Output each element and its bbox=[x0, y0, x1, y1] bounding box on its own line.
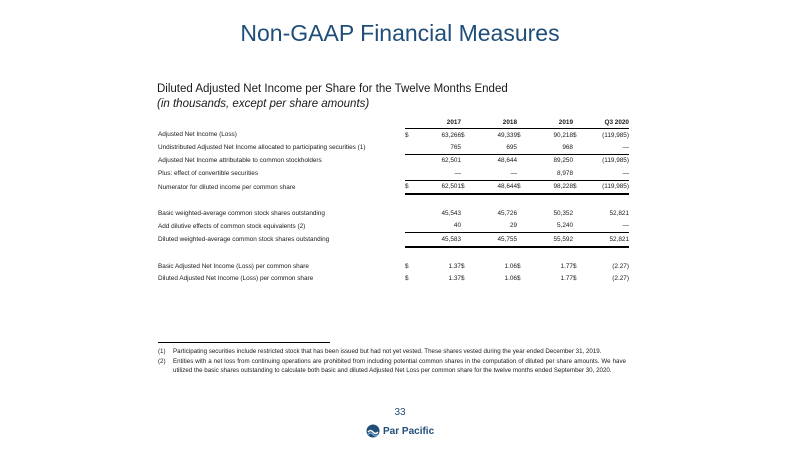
cell-value: 62,501 bbox=[441, 157, 461, 165]
currency-sign bbox=[517, 220, 526, 233]
cell-value: 45,726 bbox=[497, 210, 517, 218]
currency-sign bbox=[517, 167, 526, 180]
currency-sign: $ bbox=[405, 274, 409, 282]
currency-sign bbox=[461, 167, 470, 180]
footnote-text: Participating securities include restricted stock that has been issued but had not yet vested. These shares vested during the year ended December 31, 2019. bbox=[173, 348, 602, 355]
currency-sign: $ bbox=[573, 180, 582, 194]
currency-sign: $ bbox=[461, 180, 470, 194]
footnote bbox=[158, 347, 626, 356]
table-units-note: (in thousands, except per share amounts) bbox=[157, 98, 370, 110]
cell-value: (2.27) bbox=[612, 274, 629, 282]
currency-sign bbox=[573, 141, 582, 154]
currency-sign: $ bbox=[405, 131, 409, 139]
cell-value: 1.77 bbox=[560, 262, 573, 270]
currency-sign bbox=[461, 207, 470, 219]
table-row bbox=[158, 260, 629, 272]
currency-sign bbox=[405, 154, 414, 167]
financial-table bbox=[158, 116, 629, 285]
currency-sign bbox=[461, 233, 470, 247]
currency-sign bbox=[517, 141, 526, 154]
row-label: Plus: effect of convertible securities bbox=[158, 170, 259, 178]
currency-sign bbox=[517, 154, 526, 167]
cell-value: 50,352 bbox=[553, 210, 573, 218]
footnote-number: (2) bbox=[158, 358, 166, 365]
currency-sign: $ bbox=[461, 262, 465, 270]
row-label: Basic weighted-average common stock shares outstanding bbox=[158, 210, 325, 218]
cell-value: — bbox=[582, 141, 629, 154]
cell-value: (119,985) bbox=[602, 131, 629, 139]
row-label: Diluted Adjusted Net Income (Loss) per common share bbox=[158, 274, 314, 282]
currency-sign bbox=[461, 220, 470, 233]
cell-value: 5,240 bbox=[526, 220, 573, 233]
cell-value: (2.27) bbox=[612, 262, 629, 270]
cell-value: 40 bbox=[414, 220, 461, 233]
currency-sign bbox=[573, 207, 582, 219]
row-label: Adjusted Net Income (Loss) bbox=[158, 131, 237, 139]
cell-value: 48,644 bbox=[470, 180, 517, 194]
row-label: Undistributed Adjusted Net Income allocated to participating securities (1) bbox=[158, 144, 366, 152]
currency-sign bbox=[573, 154, 582, 167]
column-header: 2017 bbox=[405, 116, 461, 129]
cell-value: 8,978 bbox=[526, 167, 573, 180]
cell-value: (119,985) bbox=[582, 180, 629, 194]
currency-sign bbox=[461, 154, 470, 167]
currency-sign bbox=[405, 233, 414, 247]
footnotes bbox=[158, 347, 626, 376]
cell-value: — bbox=[470, 167, 517, 180]
cell-value: 89,250 bbox=[553, 157, 573, 165]
currency-sign bbox=[405, 167, 414, 180]
logo-text: Par Pacific bbox=[383, 425, 435, 437]
footnote-text: Entities with a net loss from continuing operations are prohibited from including potential common shares in the computation of diluted per share amounts. We have utilized the basic shares outstanding to calculate both basic and diluted Adjusted Net Loss per common share for the twelve months ended September 30, 2020. bbox=[173, 358, 626, 374]
currency-sign bbox=[461, 141, 470, 154]
page-number: 33 bbox=[394, 407, 406, 418]
column-header: Q3 2020 bbox=[573, 116, 629, 129]
table-row bbox=[158, 207, 629, 219]
row-label: Add dilutive effects of common stock equivalents (2) bbox=[158, 222, 306, 230]
currency-sign: $ bbox=[405, 262, 409, 270]
cell-value: 29 bbox=[470, 220, 517, 233]
table-row bbox=[158, 154, 629, 167]
currency-sign bbox=[573, 167, 582, 180]
cell-value: — bbox=[582, 167, 629, 180]
column-header: 2019 bbox=[517, 116, 573, 129]
table-row bbox=[158, 180, 629, 194]
cell-value: 63,266 bbox=[441, 131, 461, 139]
footnote-divider bbox=[158, 342, 330, 343]
currency-sign: $ bbox=[461, 131, 465, 139]
cell-value: 45,583 bbox=[414, 233, 461, 247]
table-row bbox=[158, 272, 629, 284]
currency-sign bbox=[405, 207, 414, 219]
cell-value: 90,218 bbox=[553, 131, 573, 139]
table-header-row bbox=[158, 116, 629, 129]
table-row bbox=[158, 167, 629, 180]
cell-value: (119,985) bbox=[602, 157, 629, 165]
cell-value: 55,592 bbox=[526, 233, 573, 247]
row-label: Adjusted Net Income attributable to common stockholders bbox=[158, 157, 322, 165]
cell-value: 1.37 bbox=[448, 274, 461, 282]
table-row bbox=[158, 220, 629, 233]
cell-value: 52,821 bbox=[609, 210, 629, 218]
slide-title: Non-GAAP Financial Measures bbox=[240, 20, 560, 46]
table-row bbox=[158, 141, 629, 154]
currency-sign: $ bbox=[517, 274, 521, 282]
column-header: 2018 bbox=[461, 116, 517, 129]
cell-value: 1.77 bbox=[560, 274, 573, 282]
row-label: Diluted weighted-average common stock shares outstanding bbox=[158, 236, 330, 244]
table-row bbox=[158, 129, 629, 142]
currency-sign bbox=[517, 207, 526, 219]
cell-value: 765 bbox=[414, 141, 461, 154]
currency-sign bbox=[405, 141, 414, 154]
cell-value: 968 bbox=[526, 141, 573, 154]
currency-sign bbox=[405, 220, 414, 233]
cell-value: 98,228 bbox=[526, 180, 573, 194]
footnote-number: (1) bbox=[158, 348, 166, 355]
cell-value: 48,644 bbox=[497, 157, 517, 165]
row-label: Numerator for diluted income per common share bbox=[158, 183, 296, 191]
currency-sign: $ bbox=[405, 180, 414, 194]
currency-sign: $ bbox=[517, 131, 521, 139]
currency-sign: $ bbox=[573, 131, 577, 139]
currency-sign: $ bbox=[573, 262, 577, 270]
wave-logo-icon bbox=[366, 424, 380, 438]
cell-value: 1.06 bbox=[504, 274, 517, 282]
company-logo bbox=[366, 424, 434, 438]
cell-value: 52,821 bbox=[582, 233, 629, 247]
currency-sign bbox=[517, 233, 526, 247]
row-label: Basic Adjusted Net Income (Loss) per common share bbox=[158, 262, 309, 270]
currency-sign bbox=[573, 220, 582, 233]
footnote bbox=[158, 357, 626, 375]
cell-value: 45,543 bbox=[441, 210, 461, 218]
table-title: Diluted Adjusted Net Income per Share for the Twelve Months Ended bbox=[157, 83, 508, 95]
currency-sign: $ bbox=[461, 274, 465, 282]
cell-value: 1.06 bbox=[504, 262, 517, 270]
cell-value: — bbox=[414, 167, 461, 180]
cell-value: 45,755 bbox=[470, 233, 517, 247]
cell-value: 62,501 bbox=[414, 180, 461, 194]
cell-value: — bbox=[582, 220, 629, 233]
cell-value: 1.37 bbox=[448, 262, 461, 270]
currency-sign: $ bbox=[573, 274, 577, 282]
cell-value: 49,339 bbox=[497, 131, 517, 139]
currency-sign: $ bbox=[517, 262, 521, 270]
cell-value: 695 bbox=[470, 141, 517, 154]
currency-sign bbox=[573, 233, 582, 247]
table-row bbox=[158, 233, 629, 247]
currency-sign: $ bbox=[517, 180, 526, 194]
